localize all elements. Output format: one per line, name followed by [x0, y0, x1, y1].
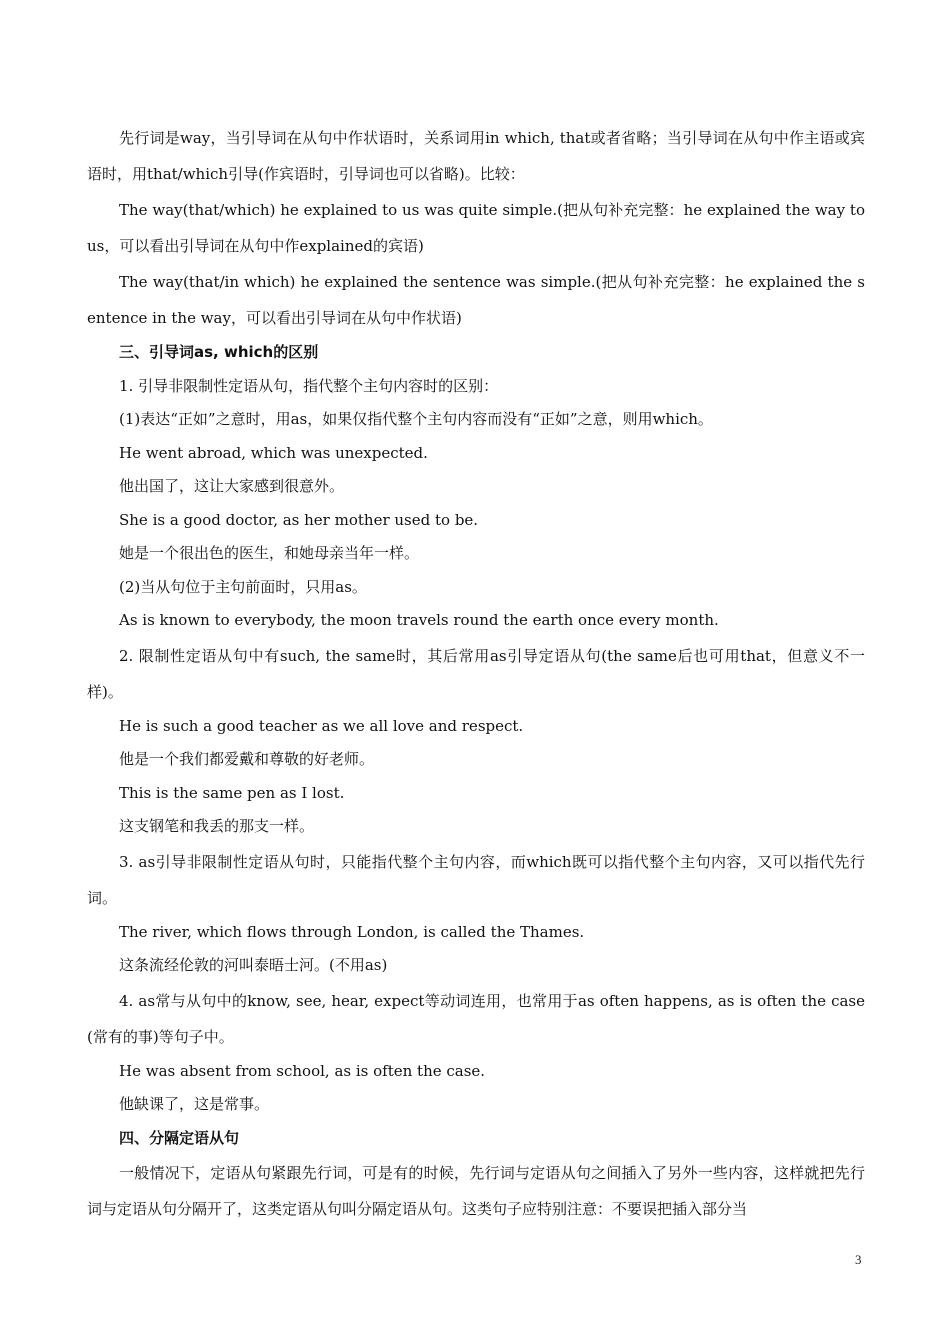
paragraph: He was absent from school, as is often the case. [119, 1061, 486, 1080]
paragraph: 这条流经伦敦的河叫泰晤士河。(不用as) [119, 956, 388, 974]
paragraph: 他缺课了，这是常事。 [119, 1095, 270, 1113]
paragraph: The way(that/which) he explained to us was quite simple.(把从句补充完整：he explained the way to us，可以看出引导词在从句中作explained的宾语) [87, 201, 865, 255]
paragraph: As is known to everybody, the moon travels round the earth once every month. [119, 611, 719, 629]
paragraph: This is the same pen as I lost. [119, 783, 345, 802]
paragraph: He is such a good teacher as we all love and respect. [119, 716, 524, 735]
paragraph: 先行词是way，当引导词在从句中作状语时，关系词用in which, that或者省略；当引导词在从句中作主语或宾语时，用that/which引导(作宾语时，引导词也可以省略)。比较： [87, 129, 865, 183]
paragraph: 3. as引导非限制性定语从句时，只能指代整个主句内容，而which既可以指代整个主句内容，又可以指代先行词。 [87, 852, 865, 907]
document-page [87, 120, 865, 1227]
paragraph: 他出国了，这让大家感到很意外。 [119, 477, 345, 495]
paragraph: The way(that/in which) he explained the sentence was simple.(把从句补充完整：he explained the sentence in the way，可以看出引导词在从句中作状语) [87, 273, 865, 327]
paragraph: 2. 限制性定语从句中有such, the same时，其后常用as引导定语从句(the same后也可用that，但意义不一样)。 [87, 646, 865, 701]
paragraph: The river, which flows through London, is called the Thames. [119, 922, 585, 941]
paragraph: He went abroad, which was unexpected. [119, 443, 428, 462]
paragraph: She is a good doctor, as her mother used to be. [119, 510, 479, 529]
paragraph: 一般情况下，定语从句紧跟先行词，可是有的时候，先行词与定语从句之间插入了另外一些内容，这样就把先行词与定语从句分隔开了，这类定语从句叫分隔定语从句。这类句子应特别注意：不要误把插入部分当 [87, 1164, 865, 1218]
paragraph: 他是一个我们都爱戴和尊敬的好老师。 [119, 750, 375, 768]
section-heading: 四、分隔定语从句 [119, 1128, 240, 1147]
paragraph: 这支钢笔和我丢的那支一样。 [119, 817, 315, 835]
paragraph: (1)表达“正如”之意时，用as，如果仅指代整个主句内容而没有“正如”之意，则用which。 [119, 410, 713, 428]
paragraph: 1. 引导非限制性定语从句，指代整个主句内容时的区别： [119, 376, 499, 395]
paragraph: 她是一个很出色的医生，和她母亲当年一样。 [119, 544, 420, 562]
section-heading: 三、引导词as, which的区别 [119, 343, 319, 361]
paragraph: 4. as常与从句中的know, see, hear, expect等动词连用，也常用于as often happens, as is often the case(常有的事)等句子中。 [87, 991, 865, 1046]
page-number: 3 [855, 1252, 862, 1267]
paragraph: (2)当从句位于主句前面时，只用as。 [119, 577, 367, 596]
